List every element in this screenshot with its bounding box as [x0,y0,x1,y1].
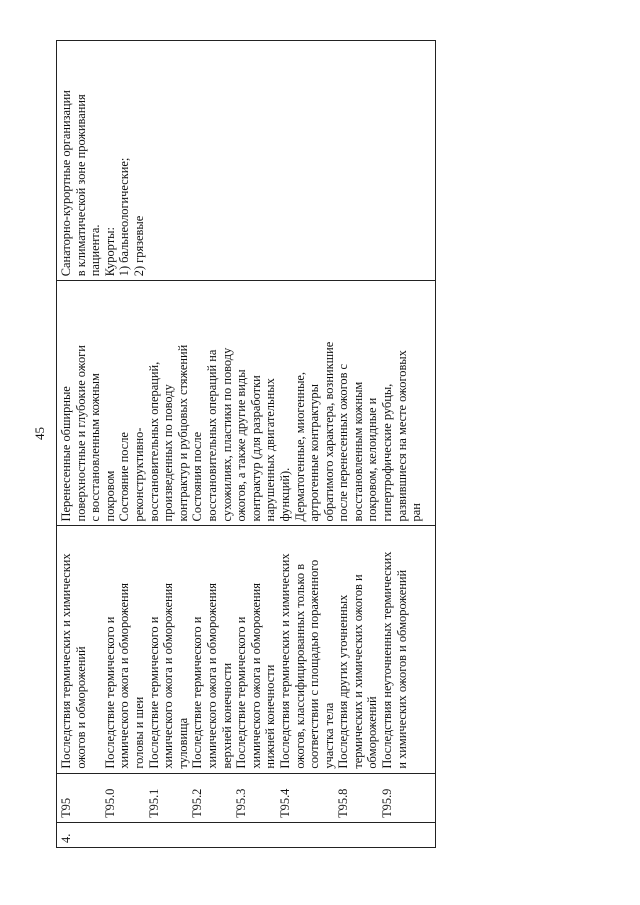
condition-line: Состояние после [117,432,132,522]
condition-line: ран [409,503,424,522]
diagnosis-line: участка тела [321,702,336,769]
diagnosis-line: соответствии с площадью пораженного [307,559,322,769]
code-t95-8: T95.8 [336,788,351,818]
diagnosis-line: Последствие термического и [234,616,249,769]
condition-line: покровом, келоидные и [365,397,380,522]
page-number: 45 [32,427,47,440]
code-t95-4: T95.4 [277,788,292,818]
diagnosis-cell [57,526,436,773]
diagnosis-line: туловища [175,717,190,769]
table-row [57,41,436,848]
code-cell [57,773,436,822]
condition-line: восстановительных операций на [204,349,219,522]
diagnosis-line: головы и шеи [131,696,146,769]
condition-line: артрогенные контрактуры [307,384,322,522]
code-t95-0: T95.0 [102,788,117,818]
diagnosis-line: химического ожога и обморожения [161,583,176,769]
condition-line: произведенных по поводу [161,384,176,522]
condition-line: нарушенных двигательных [263,378,278,522]
diagnosis-line: верхней конечности [219,662,234,769]
organization-line: Санаторно-курортные организации [59,90,73,277]
diagnosis-line: химического ожога и обморожения [248,583,263,769]
diagnosis-line: ожогов, классифицированных только в [292,563,307,769]
condition-line: функций). [277,467,292,522]
condition-line: сухожилиях, пластики по поводу [219,347,234,522]
condition-line: реконструктивно- [131,427,146,522]
condition-line: восстановленным кожным [350,381,365,522]
diagnosis-line: Последствие термического и [146,616,161,769]
condition-line: с восстановленным кожным [88,373,103,522]
conditions-cell [57,281,436,526]
condition-line: покровом [102,470,117,522]
code-t95-2: T95.2 [190,788,205,818]
organization-line: 1) бальнеологические; [117,157,132,277]
diagnosis-line: Последствия термических и химических [59,553,73,769]
condition-line: поверхностные и глубокие ожоги [73,345,88,522]
condition-line: после перенесенных ожогов с [336,363,351,522]
organization-line: 2) грязевые [131,215,146,277]
condition-line: Перенесенные обширные [59,386,73,522]
condition-line: обратимого характера, возникшие [321,341,336,522]
condition-line: Состояния после [190,431,205,522]
diagnosis-line: термических и химических ожогов и [350,574,365,769]
condition-line: развившиеся на месте ожоговых [394,350,409,522]
diagnosis-line: Последствия неуточненных термических [380,551,395,769]
organization-line: Курорты: [102,227,117,277]
row-number: 4. [59,833,73,843]
condition-line: восстановительных операций, [146,361,161,522]
diagnosis-line: нижней конечности [263,664,278,769]
organization-line: пациента. [88,224,103,277]
diagnosis-line: химического ожога и обморожения [204,583,219,769]
condition-line: контрактур (для разработки [248,375,263,522]
code-t95-9: T95.9 [380,788,395,818]
document-table [56,40,436,848]
diagnosis-line: Последствия других уточненных [336,594,351,769]
code-t95-1: T95.1 [146,788,161,818]
condition-line: контрактур и рубцовых стяжений [175,344,190,522]
diagnosis-line: химического ожога и обморожения [117,583,132,769]
diagnosis-line: Последствия термических и химических [277,553,292,769]
row-number-cell [57,822,436,847]
diagnosis-line: Последствие термического и [190,616,205,769]
condition-line: гипертрофические рубцы, [380,383,395,522]
condition-line: ожогов, а также другие виды [234,369,249,522]
diagnosis-line: ожогов и обморожений [73,646,88,769]
diagnosis-line: обморожений [365,696,380,769]
organization-line: в климатической зоне проживания [73,94,88,277]
code-t95: T95 [59,797,73,818]
code-t95-3: T95.3 [234,788,249,818]
diagnosis-line: Последствие термического и [102,616,117,769]
condition-line: Дерматогенные, миогенные, [292,371,307,522]
organization-cell [57,41,436,281]
diagnosis-line: и химических ожогов и обморожений [394,569,409,769]
